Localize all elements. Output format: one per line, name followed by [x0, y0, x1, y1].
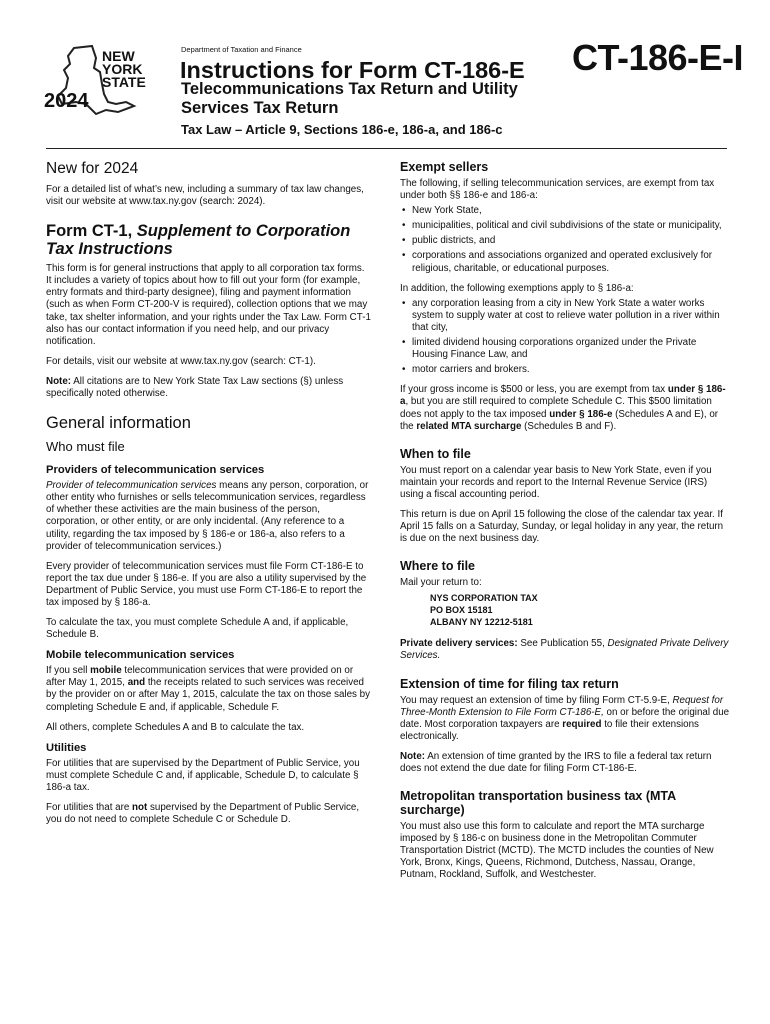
mailing-address: NYS CORPORATION TAX PO BOX 15181 ALBANY NY 12212-5181 [430, 593, 538, 628]
exempt-text-2: In addition, the following exemptions apply to § 186-a: [400, 282, 634, 294]
exempt-heading: Exempt sellers [400, 160, 489, 174]
page-subtitle: Telecommunications Tax Return and Utility Services Tax Return [181, 80, 518, 117]
tax-law-reference: Tax Law – Article 9, Sections 186-e, 186-a, and 186-c [181, 122, 503, 137]
header-divider [46, 148, 727, 149]
when-text-1: You must report on a calendar year basis to New York State, even if you maintain your records and report to the Internal Revenue Service (IRS) using a fiscal accounting period. [400, 464, 712, 500]
utilities-text-1: For utilities that are supervised by the Department of Public Service, you must complete Schedule C and, if applicable, Schedule D, to calculate § 186-a tax. [46, 757, 360, 793]
general-info-heading: General information [46, 414, 191, 433]
utilities-text-2: For utilities that are not supervised by the Department of Public Service, you do not need to complete Schedule C or Schedule D. [46, 802, 360, 826]
exempt-list-1 [400, 205, 730, 274]
providers-text-2: Every provider of telecommunication services must file Form CT-186-E to report the tax due under § 186-e. If you are also a utility supervised by the Department of Public Service, you must use Form CT-186-E to report the tax imposed by § 186-a. [46, 560, 367, 608]
logo-york: YORK [102, 61, 143, 77]
ct1-heading: Form CT-1, Supplement to Corporation Tax Instructions [46, 222, 351, 259]
list-item: • any corporation leasing from a city in New York State a water works system to supply water at cost to relieve water pollution in a river within that city, [400, 298, 730, 334]
left-column [46, 160, 371, 834]
form-id: CT-186-E-I [572, 37, 744, 78]
who-must-file-heading: Who must file [46, 439, 125, 455]
logo-state: STATE [102, 74, 146, 90]
providers-heading: Providers of telecommunication services [46, 464, 265, 477]
where-to-file-heading: Where to file [400, 559, 476, 574]
extension-note: Note: An extension of time granted by the IRS to file a federal tax return does not extend the due date for filing Form CT-186-E. [400, 750, 712, 774]
mobile-text-2: All others, complete Schedules A and B to calculate the tax. [46, 721, 305, 733]
providers-text-3: To calculate the tax, you must complete Schedule A and, if applicable, Schedule B. [46, 617, 349, 641]
mta-heading: Metropolitan transportation business tax (MTA surcharge) [400, 789, 676, 818]
logo-new: NEW [102, 48, 135, 64]
logo-year: 2024 [44, 90, 89, 112]
exempt-list-2 [400, 298, 730, 377]
when-text-2: This return is due on April 15 following the close of the calendar tax year. If April 15 falls on a Saturday, Sunday, or legal holiday in any year, the return is due on the next business day. [400, 508, 724, 545]
nys-logo [44, 44, 156, 116]
new-for-text: For a detailed list of what’s new, including a summary of tax law changes, visit our website at www.tax.ny.gov (search: 2024). [46, 184, 364, 208]
page-title: Instructions for Form CT-186-E [180, 57, 525, 83]
citation-note: Note: All citations are to New York State Tax Law sections (§) unless specifically noted otherwise. [46, 375, 344, 400]
when-to-file-heading: When to file [400, 446, 471, 461]
mobile-text-1: If you sell mobile telecommunication services that were provided on or after May 1, 2015, and the receipts related to such services was received by the provider on or after May 1, 2015, calculate the tax on those sales by completing Schedule E and, if applicable, Schedule F. [46, 665, 371, 713]
extension-heading: Extension of time for filing tax return [400, 676, 619, 691]
list-item: • motor carriers and brokers. [400, 364, 730, 376]
utilities-heading: Utilities [46, 741, 87, 754]
where-text: Mail your return to: [400, 577, 482, 589]
extension-text: You may request an extension of time by filing Form CT-5.9-E, Request for Three-Month Extension to File Form CT-186-E, on or before the original due date. Most corporation taxpayers are required to file their extensions electronically. [400, 694, 730, 742]
department-name: Department of Taxation and Finance [181, 45, 302, 54]
right-column [400, 160, 730, 890]
ct1-details: For details, visit our website at www.tax.ny.gov (search: CT-1). [46, 355, 316, 367]
gross-income-text: If your gross income is $500 or less, you are exempt from tax under § 186-a, but you are still required to complete Schedule C. This $500 limitation does not apply to the tax imposed under § 186-e (Schedules A and E), or the related MTA surcharge (Schedules B and F). [400, 384, 726, 432]
mobile-heading: Mobile telecommunication services [46, 649, 235, 662]
exempt-text-1: The following, if selling telecommunication services, are exempt from tax under both §§ 186-e and 186-a: [400, 178, 715, 202]
new-for-heading: New for 2024 [46, 160, 139, 177]
list-item: • corporations and associations organized and operated exclusively for religious, charitable, or educational purposes. [400, 250, 730, 274]
providers-text-1: Provider of telecommunication services means any person, corporation, or other entity who furnishes or sells telecommunication services, regardless of whether these activities are the main business of the person, corporation, or other entity, or are only incidental. (Any reference to a utility, regarding the tax imposed by § 186-e or 186-a, also refers to a provider of telecommunication services.) [46, 480, 369, 552]
ct1-text: This form is for general instructions that apply to all corporation tax forms. It includes a variety of topics about how to fill out your form (for example, entry formats and third-party designee), filing and payment information (such as when Form CT-200-V is required), collection options that we may take, tax shelter information, and your rights under the Tax Law. Form CT-1 also has our contact information if you need help, and our privacy notification. [46, 263, 371, 347]
list-item: • New York State, [400, 205, 730, 217]
list-item: • limited dividend housing corporations organized under the Private Housing Finance Law, and [400, 337, 730, 361]
mta-text: You must also use this form to calculate and report the MTA surcharge imposed by § 186-c on business done in the Metropolitan Commuter Transportation District (MCTD). The MCTD includes the counties of New York, Bronx, Kings, Queens, Richmond, Dutchess, Nassau, Orange, Putnam, Rockland, Suffolk, and Westchester. [400, 821, 714, 881]
list-item: • municipalities, political and civil subdivisions of the state or municipality, [400, 220, 730, 232]
private-delivery-text: Private delivery services: See Publication 55, Designated Private Delivery Services. [400, 638, 729, 662]
list-item: • public districts, and [400, 235, 730, 247]
